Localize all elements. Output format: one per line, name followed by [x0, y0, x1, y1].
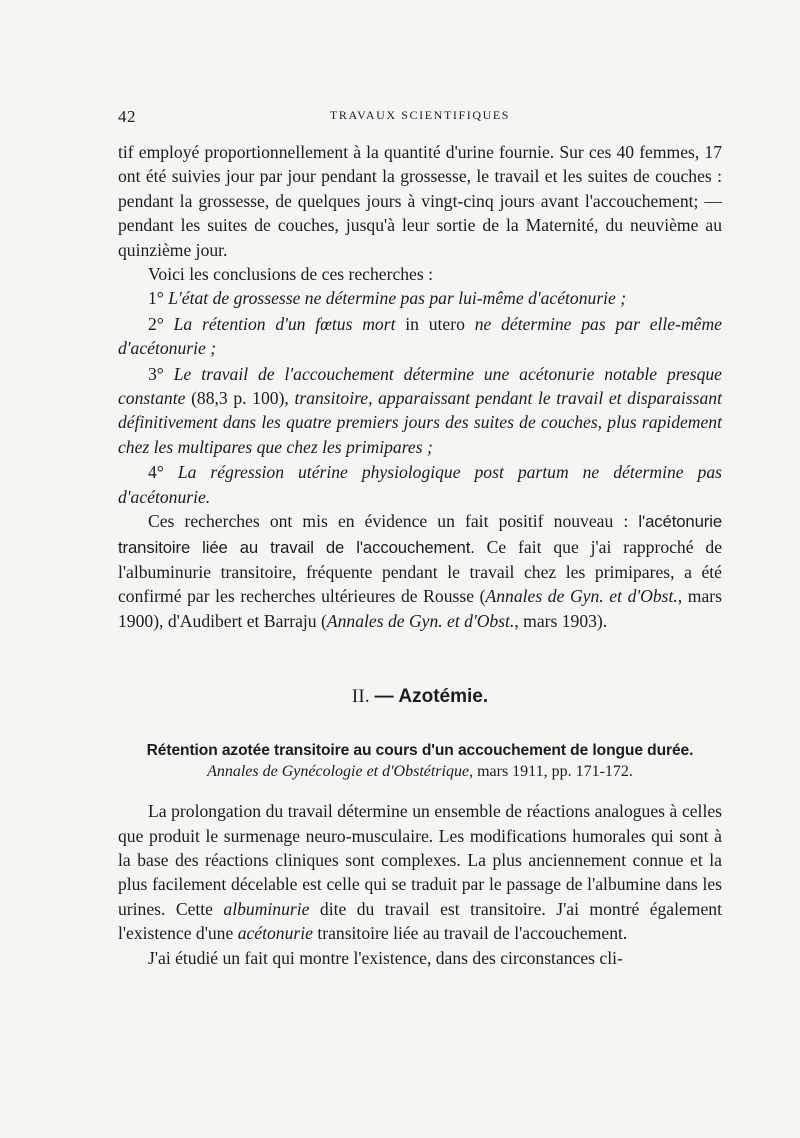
reference-journal: Annales de Gynécologie et d'Obstétrique,: [207, 763, 474, 781]
labor-text-a: La prolongation du travail détermine un ensemble de réactions analogues à celles que produit le surmenage neuro-musculaire. Les modifications humorales qui sont à la base des réactions cliniques sont complexes. La plus anciennement connue et la plus facilement décelable est celle qui se traduit par le passage de l'albumine dans les urines. Cette: [118, 801, 722, 919]
findings-text-c: , mars 1900), d'Audibert et Barraju (: [118, 586, 722, 631]
section-title: Azotémie.: [398, 686, 489, 708]
findings-text-b: Ce fait que j'ai rapproché de l'albuminurie transitoire, fréquente pendant le travail chez les primipares, a été confirmé par les recherches ultérieures de Rousse (: [118, 536, 722, 607]
conclusion-1-text: L'état de grossesse ne détermine pas par lui-même d'acétonurie ;: [168, 288, 627, 309]
conclusion-4-text: La régression utérine physiologique post partum ne détermine pas d'acétonurie.: [118, 462, 722, 507]
conclusion-1: [118, 286, 722, 310]
page-body: [118, 140, 722, 970]
conclusion-2-number: 2°: [148, 313, 164, 334]
conclusion-3-text-b: (88,3 p. 100),: [191, 388, 289, 409]
conclusion-3: [118, 362, 722, 460]
labor-term-2: acétonurie: [237, 923, 313, 944]
paragraph-findings: [118, 509, 722, 633]
paragraph-opening: tif employé proportionnellement à la quantité d'urine fournie. Sur ces 40 femmes, 17 ont été suivies jour par jour pendant la grossesse, le travail et les suites de couches : pendant la grossesse, de quelques jours à vingt-cinq jours avant l'accouchement; — pendant les suites de couches, jusqu'à leur sortie de la Maternité, du neuvième au quinzième jour.: [118, 142, 722, 260]
page-number: 42: [118, 107, 136, 126]
conclusion-4-number: 4°: [148, 462, 164, 483]
conclusion-3-number: 3°: [148, 363, 164, 384]
page-header: [118, 104, 722, 128]
findings-ref-1: Annales de Gyn. et d'Obst.: [485, 586, 678, 607]
paragraph-conclusions-intro: Voici les conclusions de ces recherches :: [148, 264, 433, 285]
conclusion-3-text-a: Le travail de l'accouchement détermine une acétonurie notable presque constante: [118, 363, 722, 409]
conclusion-2-text-c: ne détermine pas par elle-même d'acétonurie ;: [118, 313, 722, 359]
reference-source: [118, 761, 722, 783]
labor-text-b: dite du travail est transitoire. J'ai montré également l'existence d'une: [118, 898, 722, 944]
section-heading: [118, 685, 722, 709]
findings-text-a: Ces recherches ont mis en évidence un fait positif nouveau :: [148, 511, 629, 532]
reference-title: Rétention azotée transitoire au cours d'un accouchement de longue durée.: [146, 742, 694, 760]
conclusion-2-text-b: in utero: [405, 313, 465, 334]
paragraph-final: J'ai étudié un fait qui montre l'existence, dans des circonstances cli-: [148, 947, 623, 968]
paragraph-labor: [118, 799, 722, 945]
conclusion-2: [118, 312, 722, 361]
labor-text-c: transitoire liée au travail de l'accouchement.: [317, 923, 628, 944]
conclusion-4: [118, 460, 722, 509]
conclusion-3-text-c: transitoire, apparaissant pendant le travail et disparaissant définitivement dans les quatre premiers jours des suites de couches, plus rapidement chez les multipares que chez les primipares ;: [118, 388, 722, 457]
section-number: II.: [351, 686, 370, 708]
labor-term-1: albuminurie: [223, 898, 310, 919]
findings-ref-2: Annales de Gyn. et d'Obst.: [326, 610, 515, 631]
conclusion-2-text-a: La rétention d'un fœtus mort: [173, 313, 396, 334]
findings-text-d: , mars 1903).: [514, 610, 608, 631]
reference-details: mars 1911, pp. 171-172.: [477, 763, 633, 781]
section-dash: —: [374, 686, 394, 708]
running-title: TRAVAUX SCIENTIFIQUES: [329, 108, 511, 122]
conclusion-1-number: 1°: [148, 288, 164, 309]
findings-emphasis: l'acétonurie transitoire liée au travail de l'accouchement.: [118, 512, 723, 557]
